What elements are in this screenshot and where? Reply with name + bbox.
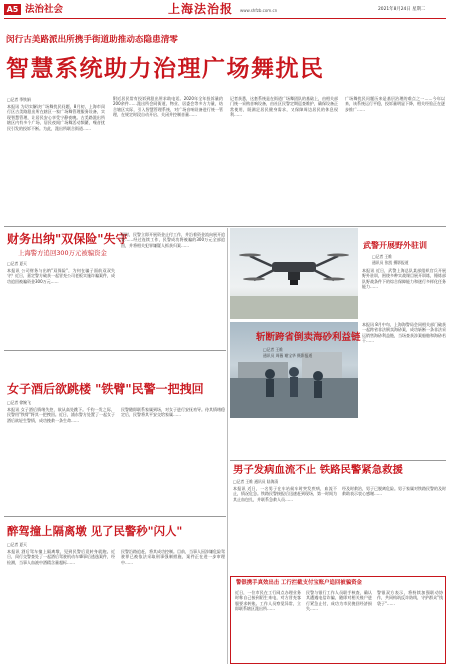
fund-article-col2: 同时，民警立即开展资金止付工作，并沿着资金流向展开追查……经过连续工作，民警成功将被骗的300万元全部追回，并将相关犯罪嫌疑人抓获归案…… <box>121 232 225 248</box>
top-article-kicker: 闵行古美路派出所携手街道助推动态隐患清零 <box>6 35 178 45</box>
bottom-article-col1: 近日，一位市民在工行网点办理业务时称自己接到陌生来电，对方冒充客服要求转账。工作人员察觉异常，立即联系辖区派出所…… <box>235 590 301 612</box>
fund-article-subtitle: 上海警方追回300万元被骗资金 <box>18 249 107 257</box>
masthead-title: 上海法治报 <box>168 2 234 16</box>
drunk-article-col1: 本报讯 酒后驾车撞上隔离墩，见到民警后竟转身就跑。近日，闵行交警查处了一起酒后驾驶机动车肇事后逃逸案件，经检测，当事人血液中酒精含量超标…… <box>7 549 115 565</box>
masthead-url: www.shfzb.com.cn <box>240 8 278 13</box>
drone-kicker: 武警开展野外驻训 <box>363 241 427 250</box>
rail-article-col1: 本报讯 近日，一名男子在车站候车时突发疾病，血流不止，情况危急。铁路民警接报后迅速赶到现场，第一时间为其止血包扎，并联系急救人员…… <box>233 486 337 502</box>
fund-article-title: 财务出纳"双保险"失守 <box>7 232 128 246</box>
photo-caption-byline: □记者 王维 通讯员 周薇 谢宝华 摄影报道 <box>263 347 313 358</box>
masthead-date: 2021年8月24日 星期二 <box>378 7 426 12</box>
drunk-article-byline: □记者 夏天 <box>7 542 27 547</box>
top-article-col1: 本报讯 为切实解决广场舞扰民问题，8月初，上海市闵行区古美路派出所在辖区一家广场舞管理服务设备，实现智慧管理，让居民安心享受宁静夜晚。古美路派出所辖区内有多个广场，居民夜间广场舞活动频繁，噪音扰民引发的投诉不断。为此，派出所联合街道…… <box>7 104 105 131</box>
photo-caption-text: 本报讯 8月中旬，上海海警局会同相关部门破获一起跨省非法倒卖海砂案，成功斩断一条非法采运销售海砂利益链，当场查获涉案船舶和海砂若干…… <box>362 322 446 344</box>
drunk-article-title: 醉驾撞上隔离墩 见了民警秒"闪人" <box>7 524 183 538</box>
bottom-article-title: 警银携手真效出击 工行拦截支付宝账户追回被骗资金 <box>236 580 362 586</box>
hotel-article-byline: □记者 徐婉飞 <box>7 400 31 405</box>
top-article-col3: 记者获悉，这套系统是在街道广场舞团队的基础上，由相关部门统一采购音响设备，由社区民警定期巡查维护，确保设备正常使用，既满足居民健身需求，又保障周边居民的休息权利…… <box>230 96 338 118</box>
drone-photo <box>230 228 358 319</box>
top-article-col4: 广场舞扰民问题历来是基层治理的难点之一……今年以来，该系统运行平稳，投诉量明显下降，相关经验正在逐步推广…… <box>345 96 445 112</box>
drone-byline: □记者 王维 通讯员 张凯 摄影报道 <box>372 254 409 265</box>
rail-article-title: 男子发病血流不止 铁路民警紧急救援 <box>233 464 403 476</box>
page-code-badge: A5 <box>4 4 21 15</box>
top-article-byline: □记者 季铁娟 <box>7 97 31 102</box>
bottom-article-col3: 警银双方表示，将持续加强联动协作，共同构筑反诈防线，守护群众"钱袋子"…… <box>377 590 443 606</box>
rail-article-byline: □记者 王维 通讯员 陆海清 <box>233 479 279 484</box>
fund-article-byline: □记者 夏天 <box>7 261 27 266</box>
rail-article-col2: 经及时救治，男子已脱离危险。男子家属对铁路民警的及时救助表示衷心感谢…… <box>342 486 446 497</box>
drone-caption: 本报讯 近日，武警上海总队某部组织官兵开展野外驻训，围绕多种实战课目展开训练，锤炼部队野战条件下的综合保障能力和遂行多样化任务能力…… <box>362 268 446 290</box>
drunk-article-col2: 民警沿路追赶，将其成功控制。目前，当事人因涉嫌危险驾驶罪已被依法采取刑事强制措施，案件正在进一步审理中…… <box>121 549 225 565</box>
hotel-article-title: 女子酒后欲跳楼 "铁臂"民警一把拽回 <box>7 382 204 396</box>
photo-caption-kicker: 斩断跨省倒卖海砂利益链 <box>256 332 361 343</box>
top-article-col2: 附近居民常有投诉到派出所求助电话。2020年全年投诉量约200余件……派出所会同街道、物业、居委会等多方力量，结合辖区实际，引入智慧管理系统，对广场音响设备进行统一管理，在规定时段自动开启、关闭并控制音量…… <box>113 96 223 118</box>
fund-article-col1: 本报讯 公司财务与出纳"双保险"，为何在骗子面前双双失守？近日，嘉定警方破获一起冒充公司老板实施诈骗案件，成功追回被骗资金300万元…… <box>7 268 115 284</box>
section-name: 法治社会 <box>25 4 64 15</box>
bottom-article-col2: 民警与银行工作人员联手核查，确认其遭遇电信诈骗，随即对相关账户进行紧急止付，成功为市民挽回经济损失…… <box>306 590 372 612</box>
hotel-article-col2: 民警随即联系家属到场，对女子进行安抚劝导。待其情绪稳定后，民警将其平安交给家属…… <box>121 407 225 418</box>
hotel-article-col1: 本报讯 女子酒后情绪失控，欲从高处跳下。千钧一发之际，民警用"铁臂"将其一把拽回。近日，浦东警方处置了一起女子酒后欲轻生警情，成功挽救一条生命…… <box>7 407 115 423</box>
top-article-title: 智慧系统助力治理广场舞扰民 <box>6 56 325 82</box>
